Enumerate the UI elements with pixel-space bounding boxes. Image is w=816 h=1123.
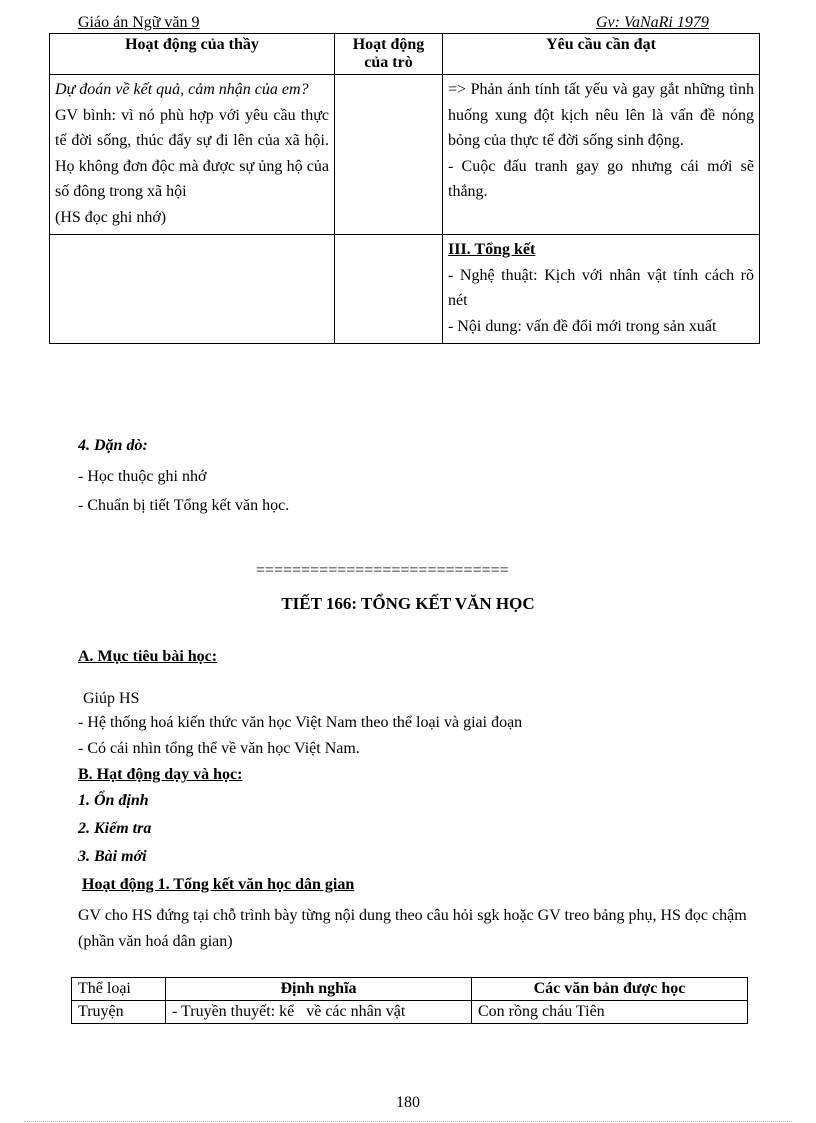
summary-item: - Nội dung: vấn đề đổi mới trong sản xuất <box>448 317 717 335</box>
lesson-title: TIẾT 166: TỔNG KẾT VĂN HỌC <box>281 594 535 613</box>
table-row <box>72 1001 748 1024</box>
requirement-line: - Cuộc đấu tranh gay go nhưng cái mới sẽ thắng. <box>448 157 754 200</box>
objective-item: - Hệ thống hoá kiến thức văn học Việt Nam theo thể loại và giai đoạn <box>78 714 523 731</box>
step-item: 1. Ổn định <box>78 792 149 809</box>
page-number: 180 <box>396 1094 420 1111</box>
genre-cell: Truyện <box>72 1001 166 1024</box>
teacher-comment: GV bình: vì nó phù hợp với yêu cầu thực tế đời sống, thúc đẩy sự đi lên của xã hội. Họ không đơn độc mà được sự ủng hộ của số đông trong xã hội <box>55 106 329 200</box>
activity-description: GV cho HS đứng tại chỗ trình bày từng nội dung theo câu hỏi sgk hoặc GV treo bảng phụ, HS đọc chậm (phần văn hoá dân gian) <box>78 907 747 950</box>
col-header-texts: Các văn bản được học <box>472 978 748 1001</box>
col-header-genre: Thể loại <box>72 978 166 1001</box>
table-header-row <box>50 34 760 75</box>
teacher-cell <box>50 235 335 344</box>
homework-item: - Chuẩn bị tiết Tổng kết văn học. <box>78 497 290 514</box>
texts-cell: Con rồng cháu Tiên <box>472 1001 748 1024</box>
header-document-title: Giáo án Ngữ văn 9 <box>78 14 200 31</box>
col-header-teacher: Hoạt động của thầy <box>50 34 335 75</box>
section-separator: ============================ <box>256 562 509 579</box>
objective-item: - Có cái nhìn tổng thể về văn học Việt Nam. <box>78 740 360 757</box>
folk-literature-table <box>71 977 748 1024</box>
section-a-intro: Giúp HS <box>83 690 140 707</box>
summary-item: - Nghệ thuật: Kịch với nhân vật tính cách rõ nét <box>448 266 754 309</box>
homework-item: - Học thuộc ghi nhớ <box>78 468 207 485</box>
col-header-requirement: Yêu cầu cần đạt <box>443 34 760 75</box>
requirement-cell <box>443 235 760 344</box>
step-item: 2. Kiểm tra <box>78 820 152 837</box>
col-header-definition: Định nghĩa <box>166 978 472 1001</box>
teacher-cell <box>50 75 335 235</box>
section-a-heading: A. Mục tiêu bài học: <box>78 648 218 665</box>
table-header-row <box>72 978 748 1001</box>
section-b-heading: B. Hạt động dạy và học: <box>78 766 243 783</box>
requirement-line: => Phản ánh tính tất yếu và gay gắt những tình huống xung đột kịch nêu lên là vấn đề nóng bỏng của thực tế đời sống sinh động. <box>448 81 754 149</box>
activity-heading: Hoạt động 1. Tổng kết văn học dân gian <box>82 876 355 893</box>
summary-heading: III. Tổng kết <box>448 241 536 258</box>
table-row <box>50 75 760 235</box>
teacher-question: Dự đoán về kết quả, cảm nhận của em? <box>55 81 309 98</box>
table-row <box>50 235 760 344</box>
student-cell <box>335 75 443 235</box>
student-cell <box>335 235 443 344</box>
header-author: Gv: VaNaRi 1979 <box>596 14 709 31</box>
lesson-activity-table <box>49 33 760 344</box>
teacher-note: (HS đọc ghi nhớ) <box>55 208 167 226</box>
col-header-student: Hoạt động của trò <box>335 34 443 75</box>
definition-cell: - Truyền thuyết: kể về các nhân vật <box>166 1001 472 1024</box>
page-bottom-divider <box>24 1121 792 1122</box>
homework-heading: 4. Dặn dò: <box>78 437 148 454</box>
requirement-cell <box>443 75 760 235</box>
step-item: 3. Bài mới <box>78 848 147 865</box>
